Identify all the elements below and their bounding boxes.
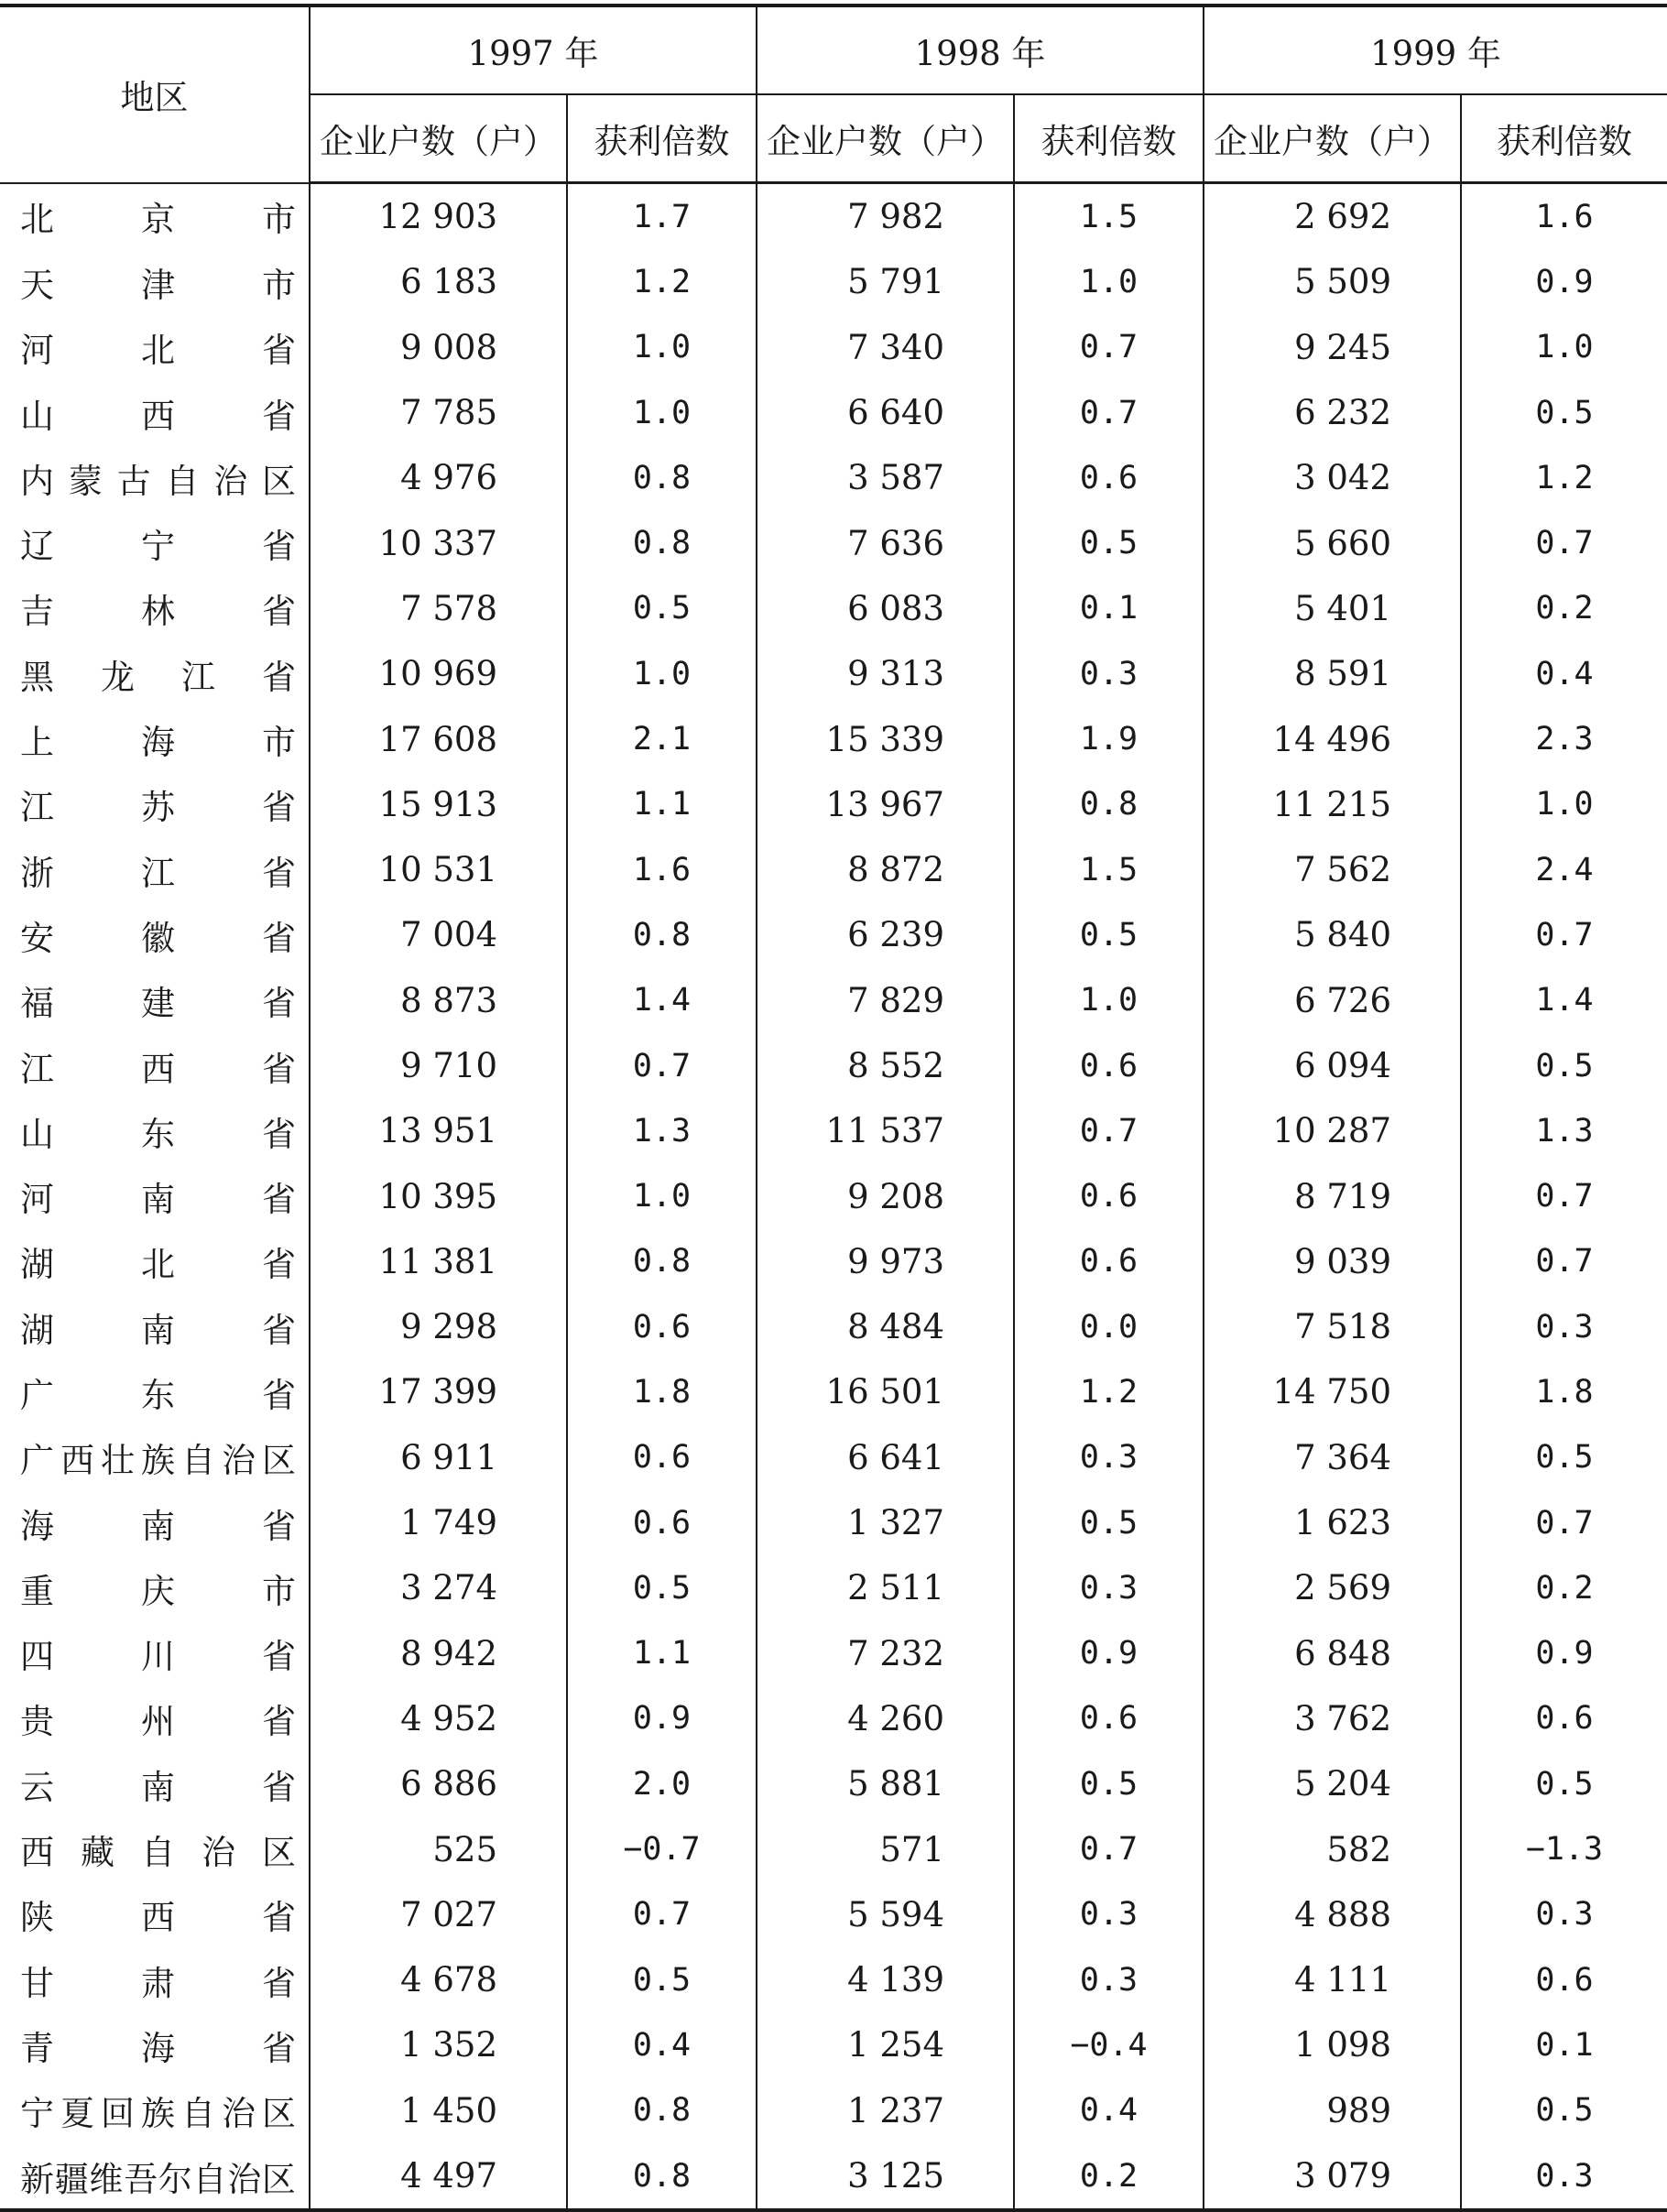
region-cell [0, 576, 310, 641]
profit-ratio-1998: 0.1 [1014, 576, 1204, 641]
profit-ratio-1999: 0.1 [1461, 2012, 1667, 2077]
profit-ratio-1998: 0.7 [1014, 380, 1204, 445]
profit-ratio-1999: 0.7 [1461, 902, 1667, 967]
enterprise-count-1999: 3 042 [1204, 445, 1461, 510]
table-row [0, 1555, 1667, 1620]
enterprise-count-1997: 15 913 [310, 772, 567, 837]
profit-ratio-1998: 0.5 [1014, 1490, 1204, 1555]
enterprise-count-1997: 11 381 [310, 1229, 567, 1294]
profit-ratio-1997: 0.5 [567, 1947, 757, 2012]
header-ratio-1997: 获利倍数 [567, 94, 757, 183]
profit-ratio-1997: 0.8 [567, 902, 757, 967]
enterprise-count-1997: 10 337 [310, 510, 567, 575]
table-row [0, 1621, 1667, 1686]
table-row [0, 641, 1667, 706]
region-cell [0, 249, 310, 314]
profit-ratio-1998: 0.3 [1014, 1947, 1204, 2012]
profit-ratio-1999: 0.5 [1461, 1033, 1667, 1098]
enterprise-count-1998: 9 313 [757, 641, 1014, 706]
table-body [0, 183, 1667, 2211]
table-row [0, 1359, 1667, 1424]
region-name: 北 京 市 [20, 200, 296, 240]
enterprise-count-1998: 1 237 [757, 2078, 1014, 2143]
enterprise-count-1998: 1 254 [757, 2012, 1014, 2077]
enterprise-count-1997: 8 942 [310, 1621, 567, 1686]
table-row [0, 1163, 1667, 1228]
table-row [0, 706, 1667, 771]
profit-ratio-1999: 0.9 [1461, 1621, 1667, 1686]
profit-ratio-1998: 0.7 [1014, 315, 1204, 380]
enterprise-count-1997: 12 903 [310, 183, 567, 250]
region-name: 天 津 市 [20, 265, 296, 305]
region-name: 吉 林 省 [20, 592, 296, 632]
profit-ratio-1997: 0.8 [567, 2078, 757, 2143]
enterprise-count-1997: 7 004 [310, 902, 567, 967]
region-name: 云 南 省 [20, 1767, 296, 1807]
region-cell [0, 772, 310, 837]
enterprise-count-1997: 9 008 [310, 315, 567, 380]
enterprise-count-1998: 5 594 [757, 1882, 1014, 1947]
enterprise-count-1998: 7 232 [757, 1621, 1014, 1686]
enterprise-count-1998: 7 982 [757, 183, 1014, 250]
profit-ratio-1998: 0.3 [1014, 641, 1204, 706]
enterprise-count-1998: 8 484 [757, 1294, 1014, 1359]
profit-ratio-1999: 0.7 [1461, 510, 1667, 575]
profit-ratio-1998: 0.0 [1014, 1294, 1204, 1359]
profit-ratio-1999: 0.3 [1461, 1294, 1667, 1359]
profit-ratio-1998: 0.3 [1014, 1555, 1204, 1620]
enterprise-count-1999: 9 039 [1204, 1229, 1461, 1294]
region-cell [0, 1816, 310, 1881]
region-name: 陕 西 省 [20, 1898, 296, 1938]
header-ratio-1999: 获利倍数 [1461, 94, 1667, 183]
region-name: 江 苏 省 [20, 788, 296, 828]
enterprise-count-1997: 7 027 [310, 1882, 567, 1947]
profit-ratio-1998: 0.9 [1014, 1621, 1204, 1686]
enterprise-count-1998: 11 537 [757, 1098, 1014, 1163]
enterprise-count-1999: 5 509 [1204, 249, 1461, 314]
profit-ratio-1999: 0.7 [1461, 1229, 1667, 1294]
enterprise-count-1998: 6 239 [757, 902, 1014, 967]
profit-ratio-1998: 0.6 [1014, 445, 1204, 510]
table-row [0, 1686, 1667, 1751]
region-name: 青 海 省 [20, 2028, 296, 2068]
profit-ratio-1997: 1.2 [567, 249, 757, 314]
region-cell [0, 1751, 310, 1816]
profit-ratio-1999: 0.2 [1461, 1555, 1667, 1620]
region-cell [0, 1490, 310, 1555]
table-row [0, 772, 1667, 837]
region-cell [0, 837, 310, 902]
header-year-1999: 1999 年 [1204, 5, 1667, 94]
profit-ratio-1997: 1.0 [567, 380, 757, 445]
profit-ratio-1997: 0.7 [567, 1882, 757, 1947]
profit-ratio-1999: 0.5 [1461, 1751, 1667, 1816]
table-row [0, 968, 1667, 1033]
enterprise-count-1997: 13 951 [310, 1098, 567, 1163]
enterprise-count-1998: 5 881 [757, 1751, 1014, 1816]
table-row [0, 2143, 1667, 2210]
region-name: 河 南 省 [20, 1180, 296, 1220]
region-cell [0, 1425, 310, 1490]
enterprise-count-1997: 1 450 [310, 2078, 567, 2143]
region-name: 甘 肃 省 [20, 1963, 296, 2003]
enterprise-count-1997: 1 352 [310, 2012, 567, 2077]
region-name: 四 川 省 [20, 1637, 296, 1677]
profit-ratio-1999: 0.9 [1461, 249, 1667, 314]
region-cell [0, 641, 310, 706]
enterprise-count-1999: 1 623 [1204, 1490, 1461, 1555]
profit-ratio-1997: 0.9 [567, 1686, 757, 1751]
region-name: 黑 龙 江 省 [20, 657, 296, 697]
profit-ratio-1999: 1.6 [1461, 183, 1667, 250]
enterprise-count-1998: 6 083 [757, 576, 1014, 641]
region-name: 湖 南 省 [20, 1310, 296, 1350]
profit-ratio-1997: 1.6 [567, 837, 757, 902]
header-year-1997: 1997 年 [310, 5, 757, 94]
region-name: 西 藏 自 治 区 [20, 1833, 296, 1873]
region-name: 上 海 市 [20, 723, 296, 763]
enterprise-count-1999: 3 079 [1204, 2143, 1461, 2210]
region-cell [0, 1621, 310, 1686]
region-cell [0, 902, 310, 967]
enterprise-count-1999: 8 591 [1204, 641, 1461, 706]
profit-ratio-1999: 0.2 [1461, 576, 1667, 641]
enterprise-count-1997: 1 749 [310, 1490, 567, 1555]
enterprise-count-1999: 1 098 [1204, 2012, 1461, 2077]
profit-ratio-1998: 0.3 [1014, 1425, 1204, 1490]
enterprise-count-1999: 14 496 [1204, 706, 1461, 771]
profit-ratio-1997: 1.7 [567, 183, 757, 250]
enterprise-count-1998: 8 872 [757, 837, 1014, 902]
region-cell [0, 1229, 310, 1294]
enterprise-count-1997: 6 911 [310, 1425, 567, 1490]
enterprise-count-1998: 3 125 [757, 2143, 1014, 2210]
table-row [0, 1033, 1667, 1098]
profit-ratio-1997: 1.0 [567, 641, 757, 706]
enterprise-count-1998: 2 511 [757, 1555, 1014, 1620]
table-row [0, 1490, 1667, 1555]
header-count-1998: 企业户数（户） [757, 94, 1014, 183]
profit-ratio-1998: 0.6 [1014, 1033, 1204, 1098]
enterprise-count-1998: 5 791 [757, 249, 1014, 314]
profit-ratio-1999: 0.5 [1461, 2078, 1667, 2143]
region-name: 内 蒙 古 自 治 区 [20, 461, 296, 501]
enterprise-count-1997: 4 952 [310, 1686, 567, 1751]
enterprise-count-1998: 1 327 [757, 1490, 1014, 1555]
region-cell [0, 1033, 310, 1098]
profit-ratio-1997: 0.8 [567, 510, 757, 575]
enterprise-count-1999: 2 692 [1204, 183, 1461, 250]
profit-ratio-table [0, 4, 1667, 2212]
enterprise-count-1999: 10 287 [1204, 1098, 1461, 1163]
enterprise-count-1998: 6 640 [757, 380, 1014, 445]
enterprise-count-1999: 582 [1204, 1816, 1461, 1881]
profit-ratio-1998: −0.4 [1014, 2012, 1204, 2077]
enterprise-count-1999: 7 562 [1204, 837, 1461, 902]
enterprise-count-1997: 17 399 [310, 1359, 567, 1424]
profit-ratio-1998: 0.5 [1014, 510, 1204, 575]
enterprise-count-1998: 15 339 [757, 706, 1014, 771]
profit-ratio-1998: 1.0 [1014, 968, 1204, 1033]
region-cell [0, 706, 310, 771]
region-cell [0, 1359, 310, 1424]
region-cell [0, 1555, 310, 1620]
enterprise-count-1999: 989 [1204, 2078, 1461, 2143]
table-row [0, 902, 1667, 967]
region-name: 福 建 省 [20, 984, 296, 1024]
profit-ratio-1998: 0.8 [1014, 772, 1204, 837]
region-name: 海 南 省 [20, 1506, 296, 1546]
profit-ratio-1997: −0.7 [567, 1816, 757, 1881]
profit-ratio-1997: 1.0 [567, 1163, 757, 1228]
profit-ratio-1999: 2.3 [1461, 706, 1667, 771]
profit-ratio-1999: 0.3 [1461, 2143, 1667, 2210]
region-cell [0, 1098, 310, 1163]
table-row [0, 445, 1667, 510]
enterprise-count-1997: 3 274 [310, 1555, 567, 1620]
enterprise-count-1997: 4 976 [310, 445, 567, 510]
enterprise-count-1999: 14 750 [1204, 1359, 1461, 1424]
profit-ratio-1998: 0.6 [1014, 1229, 1204, 1294]
enterprise-count-1999: 6 094 [1204, 1033, 1461, 1098]
profit-ratio-1999: 1.0 [1461, 315, 1667, 380]
region-name: 重 庆 市 [20, 1571, 296, 1611]
table-row [0, 1098, 1667, 1163]
enterprise-count-1998: 16 501 [757, 1359, 1014, 1424]
profit-ratio-1999: 1.2 [1461, 445, 1667, 510]
enterprise-count-1999: 3 762 [1204, 1686, 1461, 1751]
enterprise-count-1999: 4 888 [1204, 1882, 1461, 1947]
enterprise-count-1997: 10 969 [310, 641, 567, 706]
region-cell [0, 1947, 310, 2012]
region-cell [0, 315, 310, 380]
profit-ratio-1997: 1.1 [567, 1621, 757, 1686]
enterprise-count-1998: 7 829 [757, 968, 1014, 1033]
profit-ratio-1999: −1.3 [1461, 1816, 1667, 1881]
region-cell [0, 380, 310, 445]
table-row [0, 837, 1667, 902]
enterprise-count-1999: 5 840 [1204, 902, 1461, 967]
enterprise-count-1999: 2 569 [1204, 1555, 1461, 1620]
region-name: 江 西 省 [20, 1049, 296, 1089]
table-row [0, 1816, 1667, 1881]
profit-ratio-1998: 0.7 [1014, 1098, 1204, 1163]
table-row [0, 2012, 1667, 2077]
table-row [0, 576, 1667, 641]
enterprise-count-1998: 4 139 [757, 1947, 1014, 2012]
table-row [0, 380, 1667, 445]
enterprise-count-1998: 9 973 [757, 1229, 1014, 1294]
region-name: 广 东 省 [20, 1375, 296, 1415]
enterprise-count-1997: 7 578 [310, 576, 567, 641]
region-cell [0, 445, 310, 510]
region-name: 山 东 省 [20, 1114, 296, 1154]
header-region: 地区 [0, 5, 310, 183]
region-name: 安 徽 省 [20, 918, 296, 958]
enterprise-count-1998: 571 [757, 1816, 1014, 1881]
region-cell [0, 510, 310, 575]
profit-ratio-1998: 0.4 [1014, 2078, 1204, 2143]
region-cell [0, 2078, 310, 2143]
profit-ratio-1997: 0.6 [567, 1294, 757, 1359]
profit-ratio-1997: 0.5 [567, 1555, 757, 1620]
enterprise-count-1997: 7 785 [310, 380, 567, 445]
enterprise-count-1998: 4 260 [757, 1686, 1014, 1751]
enterprise-count-1998: 8 552 [757, 1033, 1014, 1098]
profit-ratio-1998: 0.5 [1014, 902, 1204, 967]
region-cell [0, 1882, 310, 1947]
enterprise-count-1998: 9 208 [757, 1163, 1014, 1228]
region-name: 湖 北 省 [20, 1245, 296, 1285]
enterprise-count-1999: 6 232 [1204, 380, 1461, 445]
profit-ratio-1999: 1.8 [1461, 1359, 1667, 1424]
region-cell [0, 183, 310, 250]
profit-ratio-1997: 2.1 [567, 706, 757, 771]
enterprise-count-1997: 4 497 [310, 2143, 567, 2210]
profit-ratio-1997: 0.4 [567, 2012, 757, 2077]
header-ratio-1998: 获利倍数 [1014, 94, 1204, 183]
region-name: 新 疆 维 吾 尔 自 治 区 [20, 2159, 296, 2199]
profit-ratio-1997: 0.6 [567, 1425, 757, 1490]
profit-ratio-1997: 1.8 [567, 1359, 757, 1424]
header-year-1998: 1998 年 [757, 5, 1204, 94]
profit-ratio-1997: 1.3 [567, 1098, 757, 1163]
profit-ratio-1999: 0.3 [1461, 1882, 1667, 1947]
table-row [0, 2078, 1667, 2143]
enterprise-count-1997: 525 [310, 1816, 567, 1881]
profit-ratio-1999: 0.6 [1461, 1686, 1667, 1751]
region-name: 宁 夏 回 族 自 治 区 [20, 2094, 296, 2134]
enterprise-count-1997: 4 678 [310, 1947, 567, 2012]
enterprise-count-1999: 7 364 [1204, 1425, 1461, 1490]
profit-ratio-1999: 2.4 [1461, 837, 1667, 902]
enterprise-count-1998: 7 340 [757, 315, 1014, 380]
profit-ratio-1997: 1.4 [567, 968, 757, 1033]
region-cell [0, 968, 310, 1033]
enterprise-count-1999: 9 245 [1204, 315, 1461, 380]
enterprise-count-1997: 9 710 [310, 1033, 567, 1098]
enterprise-count-1997: 6 183 [310, 249, 567, 314]
profit-ratio-1998: 1.5 [1014, 183, 1204, 250]
profit-ratio-1997: 1.0 [567, 315, 757, 380]
enterprise-count-1999: 5 660 [1204, 510, 1461, 575]
profit-ratio-1997: 0.6 [567, 1490, 757, 1555]
profit-ratio-1998: 1.9 [1014, 706, 1204, 771]
profit-ratio-1998: 0.3 [1014, 1882, 1204, 1947]
profit-ratio-1997: 0.5 [567, 576, 757, 641]
region-name: 浙 江 省 [20, 853, 296, 893]
table-row [0, 1882, 1667, 1947]
region-name: 贵 州 省 [20, 1702, 296, 1742]
enterprise-count-1999: 7 518 [1204, 1294, 1461, 1359]
profit-ratio-1997: 0.8 [567, 1229, 757, 1294]
region-cell [0, 1163, 310, 1228]
enterprise-count-1997: 10 395 [310, 1163, 567, 1228]
profit-ratio-1998: 0.2 [1014, 2143, 1204, 2210]
profit-ratio-1999: 1.0 [1461, 772, 1667, 837]
region-cell [0, 1686, 310, 1751]
profit-ratio-1997: 2.0 [567, 1751, 757, 1816]
header-count-1997: 企业户数（户） [310, 94, 567, 183]
region-name: 辽 宁 省 [20, 527, 296, 567]
header-row-years [0, 5, 1667, 94]
enterprise-count-1999: 5 204 [1204, 1751, 1461, 1816]
table-row [0, 1751, 1667, 1816]
enterprise-count-1997: 17 608 [310, 706, 567, 771]
enterprise-count-1999: 11 215 [1204, 772, 1461, 837]
table-row [0, 510, 1667, 575]
profit-ratio-1998: 1.2 [1014, 1359, 1204, 1424]
region-name: 山 西 省 [20, 396, 296, 436]
profit-ratio-1999: 0.6 [1461, 1947, 1667, 2012]
region-name: 河 北 省 [20, 331, 296, 371]
enterprise-count-1999: 6 848 [1204, 1621, 1461, 1686]
profit-ratio-1997: 1.1 [567, 772, 757, 837]
profit-ratio-1999: 1.4 [1461, 968, 1667, 1033]
profit-ratio-1998: 0.6 [1014, 1686, 1204, 1751]
profit-ratio-1998: 0.5 [1014, 1751, 1204, 1816]
enterprise-count-1999: 6 726 [1204, 968, 1461, 1033]
region-name: 广 西 壮 族 自 治 区 [20, 1441, 296, 1481]
enterprise-count-1999: 4 111 [1204, 1947, 1461, 2012]
profit-ratio-1997: 0.7 [567, 1033, 757, 1098]
profit-ratio-1997: 0.8 [567, 2143, 757, 2210]
profit-ratio-1999: 0.5 [1461, 380, 1667, 445]
profit-ratio-1998: 0.6 [1014, 1163, 1204, 1228]
profit-ratio-1998: 1.0 [1014, 249, 1204, 314]
profit-ratio-1998: 0.7 [1014, 1816, 1204, 1881]
enterprise-count-1997: 10 531 [310, 837, 567, 902]
profit-ratio-1999: 1.3 [1461, 1098, 1667, 1163]
region-cell [0, 2012, 310, 2077]
profit-ratio-1999: 0.7 [1461, 1490, 1667, 1555]
profit-ratio-1997: 0.8 [567, 445, 757, 510]
enterprise-count-1999: 5 401 [1204, 576, 1461, 641]
table-row [0, 249, 1667, 314]
enterprise-count-1997: 9 298 [310, 1294, 567, 1359]
enterprise-count-1997: 6 886 [310, 1751, 567, 1816]
enterprise-count-1998: 13 967 [757, 772, 1014, 837]
header-count-1999: 企业户数（户） [1204, 94, 1461, 183]
table-row [0, 183, 1667, 250]
enterprise-count-1999: 8 719 [1204, 1163, 1461, 1228]
table-row [0, 1425, 1667, 1490]
enterprise-count-1998: 7 636 [757, 510, 1014, 575]
enterprise-count-1998: 6 641 [757, 1425, 1014, 1490]
profit-ratio-1998: 1.5 [1014, 837, 1204, 902]
profit-ratio-1999: 0.4 [1461, 641, 1667, 706]
profit-ratio-1999: 0.5 [1461, 1425, 1667, 1490]
table-row [0, 1947, 1667, 2012]
table-row [0, 1229, 1667, 1294]
enterprise-count-1998: 3 587 [757, 445, 1014, 510]
table-row [0, 1294, 1667, 1359]
region-cell [0, 2143, 310, 2210]
region-cell [0, 1294, 310, 1359]
enterprise-count-1997: 8 873 [310, 968, 567, 1033]
table-row [0, 315, 1667, 380]
profit-ratio-1999: 0.7 [1461, 1163, 1667, 1228]
